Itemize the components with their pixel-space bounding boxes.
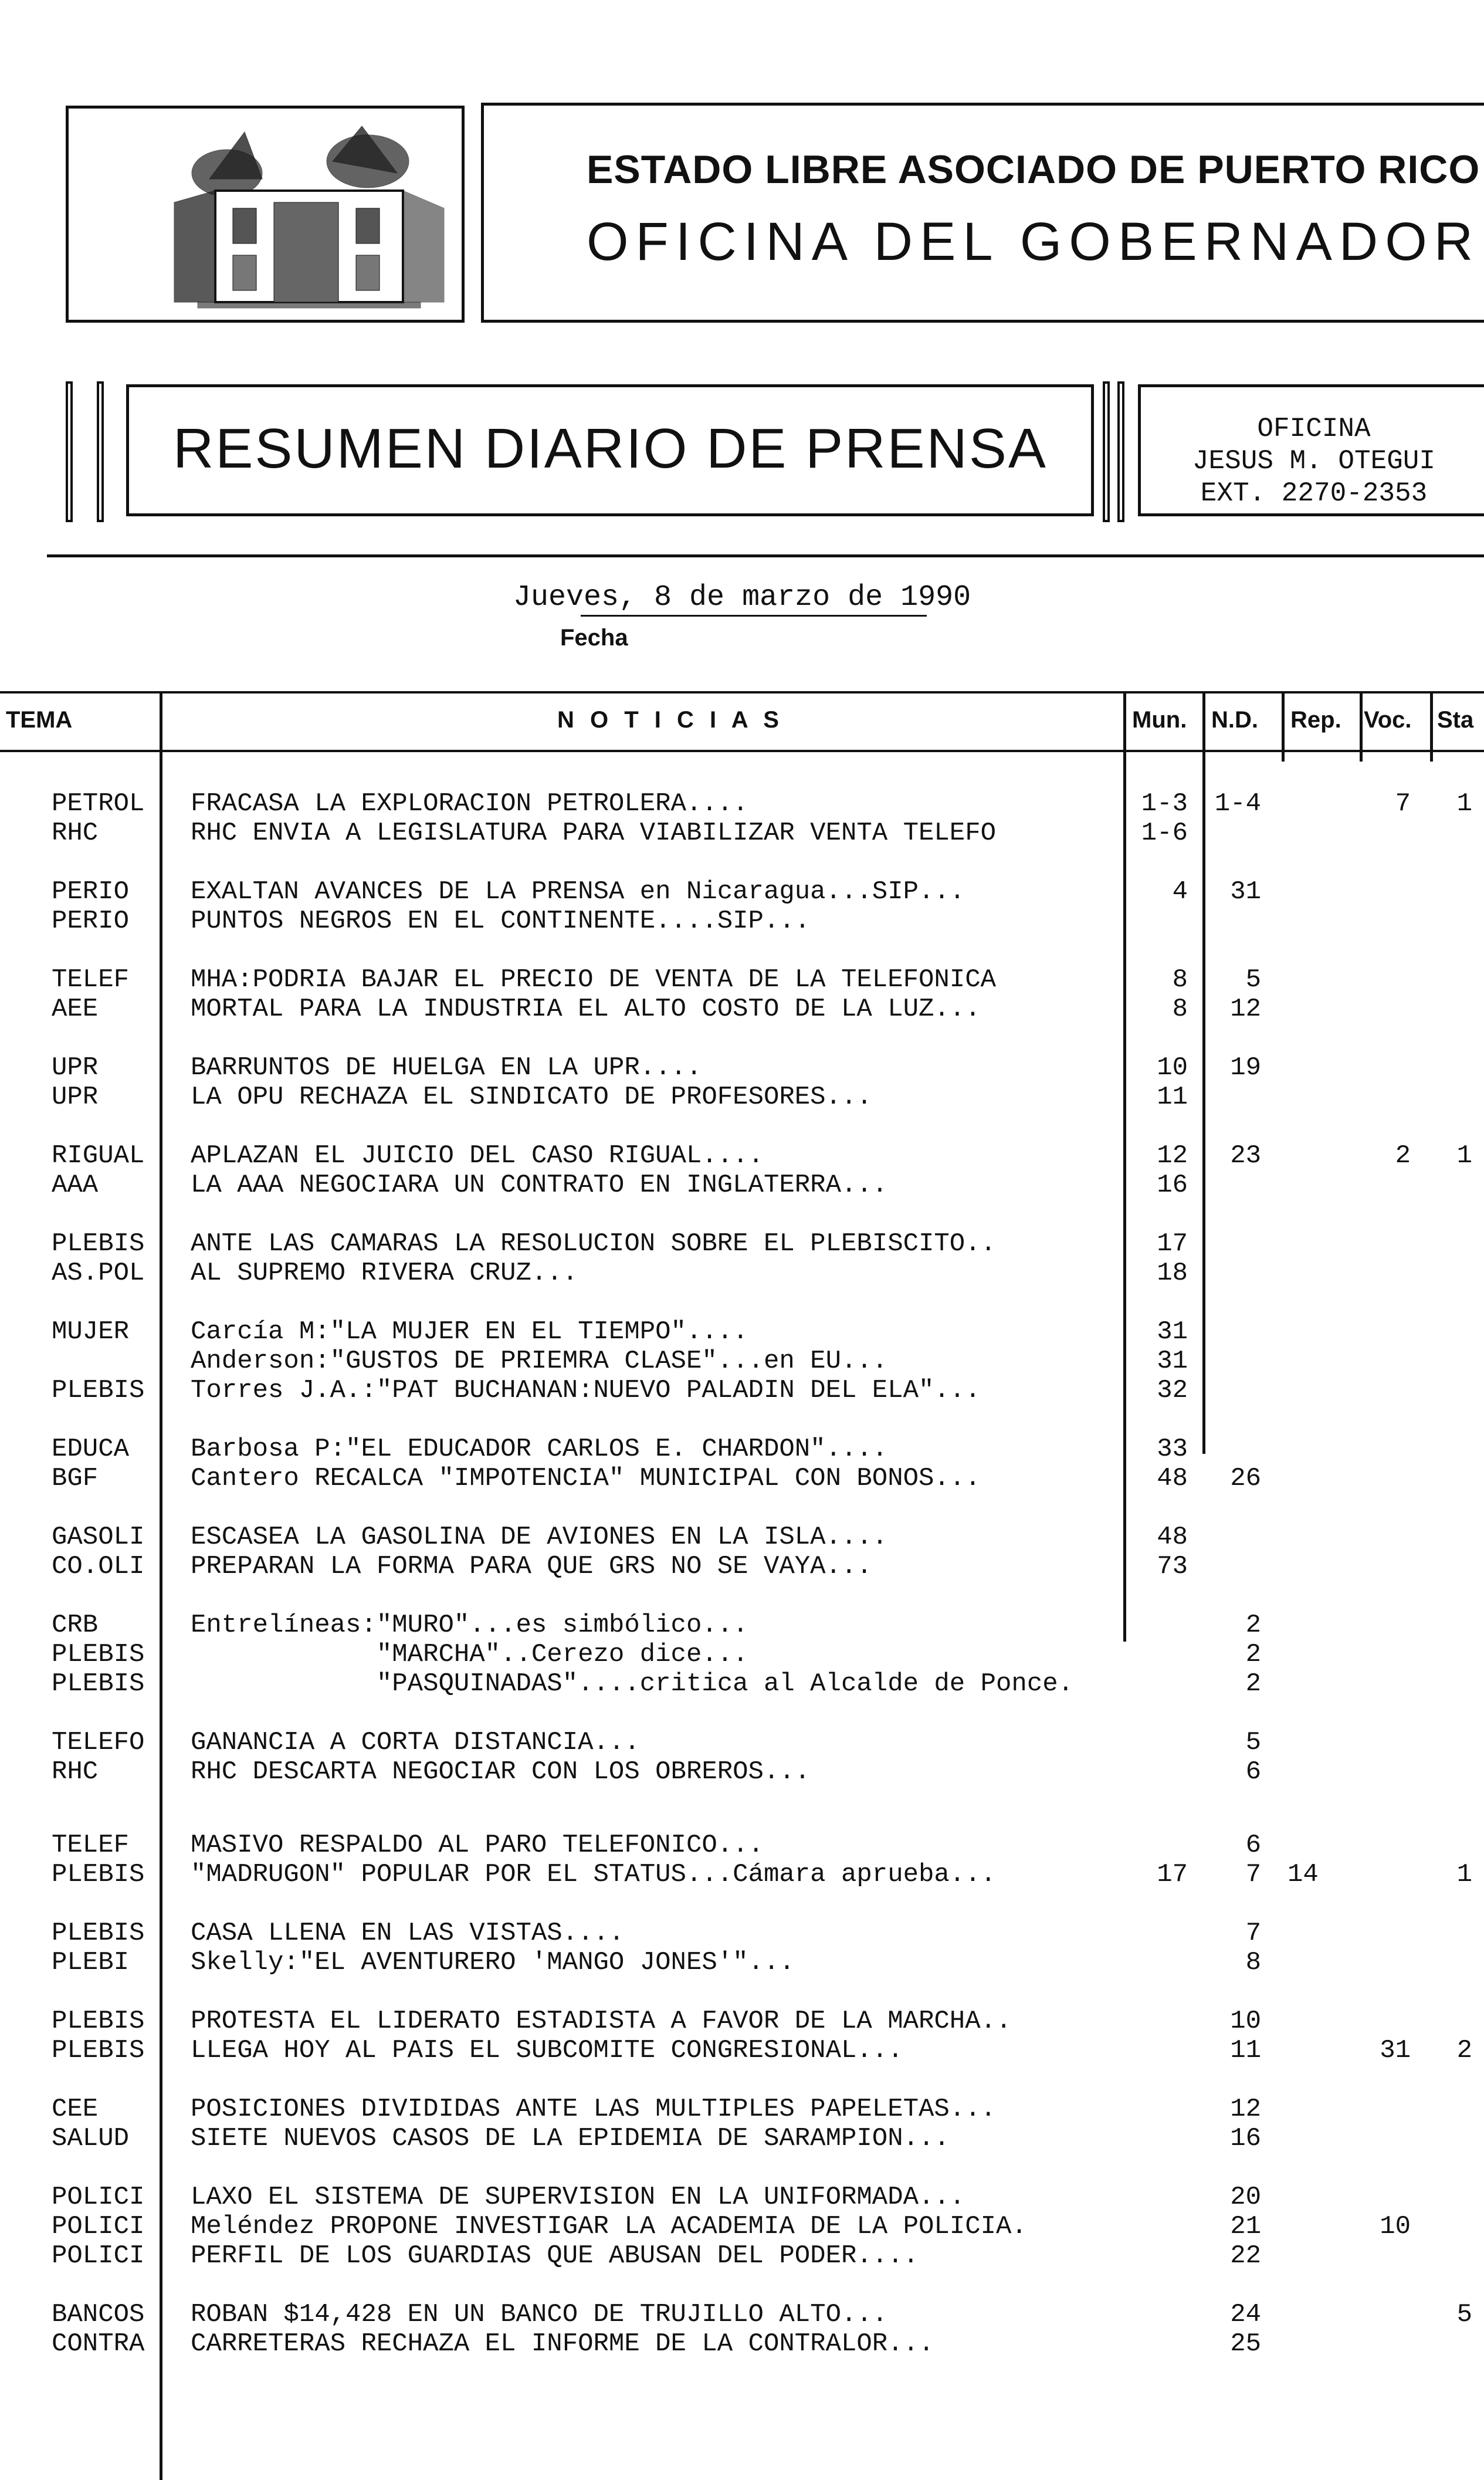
cell-tema: CRB — [52, 1611, 99, 1640]
cell-star: 1 — [1456, 789, 1472, 818]
cell-mun: 4 — [1172, 877, 1188, 906]
cell-mun: 11 — [1157, 1082, 1188, 1112]
cell-noticia: POSICIONES DIVIDIDAS ANTE LAS MULTIPLES PAPELETAS... — [191, 2095, 997, 2124]
cell-mun: 18 — [1157, 1258, 1188, 1288]
cell-nd: 11 — [1230, 2036, 1261, 2065]
cell-nd: 22 — [1230, 2241, 1261, 2271]
banner-bar-left-2 — [97, 381, 104, 522]
cell-tema: PLEBIS — [52, 1669, 145, 1699]
cell-nd: 26 — [1230, 1464, 1261, 1493]
date-label: Fecha — [560, 625, 628, 651]
banner-bar-right-1 — [1103, 381, 1110, 522]
cell-noticia: LA OPU RECHAZA EL SINDICATO DE PROFESORES... — [191, 1082, 872, 1112]
cell-mun: 8 — [1172, 994, 1188, 1024]
cell-noticia: ROBAN $14,428 EN UN BANCO DE TRUJILLO ALTO... — [191, 2300, 888, 2329]
cell-noticia: Cantero RECALCA "IMPOTENCIA" MUNICIPAL CON BONOS... — [191, 1464, 981, 1493]
cell-nd: 12 — [1230, 2095, 1261, 2124]
cell-mun: 10 — [1157, 1053, 1188, 1082]
cell-tema: PLEBIS — [52, 1229, 145, 1258]
cell-noticia: PREPARAN LA FORMA PARA QUE GRS NO SE VAYA... — [191, 1552, 872, 1581]
cell-tema: RIGUAL — [52, 1141, 145, 1170]
cell-nd: 12 — [1230, 994, 1261, 1024]
cell-noticia: PERFIL DE LOS GUARDIAS QUE ABUSAN DEL PODER.... — [191, 2241, 919, 2271]
cell-star: 1 — [1456, 1860, 1472, 1889]
banner-bar-left-1 — [66, 381, 73, 522]
cell-tema: POLICI — [52, 2183, 145, 2212]
cell-tema: RHC — [52, 1757, 99, 1787]
cell-tema: MUJER — [52, 1317, 130, 1346]
cell-noticia: FRACASA LA EXPLORACION PETROLERA.... — [191, 789, 748, 818]
cell-noticia: Barbosa P:"EL EDUCADOR CARLOS E. CHARDON".... — [191, 1434, 888, 1464]
cell-noticia: APLAZAN EL JUICIO DEL CASO RIGUAL.... — [191, 1141, 764, 1170]
cell-mun: 31 — [1157, 1346, 1188, 1376]
cell-nd: 20 — [1230, 2183, 1261, 2212]
banner-bar-right-2 — [1117, 381, 1124, 522]
cell-mun: 32 — [1157, 1376, 1188, 1405]
date-text: Jueves, 8 de marzo de 1990 — [513, 581, 971, 614]
office-line-3: EXT. 2270-2353 — [1200, 478, 1428, 509]
office-line-1: OFICINA — [1257, 414, 1371, 444]
cell-noticia: Entrelíneas:"MURO"...es simbólico... — [191, 1611, 748, 1640]
cell-nd: 1-4 — [1214, 789, 1261, 818]
cell-noticia: LAXO EL SISTEMA DE SUPERVISION EN LA UNIFORMADA... — [191, 2183, 965, 2212]
cell-noticia: SIETE NUEVOS CASOS DE LA EPIDEMIA DE SARAMPION... — [191, 2124, 950, 2153]
cell-tema: CEE — [52, 2095, 99, 2124]
cell-mun: 48 — [1157, 1522, 1188, 1552]
cell-noticia: GANANCIA A CORTA DISTANCIA... — [191, 1728, 640, 1757]
cell-tema: RHC — [52, 818, 99, 848]
cell-tema: EDUCA — [52, 1434, 130, 1464]
cell-mun: 1-6 — [1141, 818, 1188, 848]
cell-nd: 10 — [1230, 2007, 1261, 2036]
cell-tema: PLEBIS — [52, 1860, 145, 1889]
cell-mun: 12 — [1157, 1141, 1188, 1170]
cell-star: 2 — [1456, 2036, 1472, 2065]
cell-noticia: "PASQUINADAS"....critica al Alcalde de Ponce. — [191, 1669, 1074, 1699]
cell-voc: 2 — [1395, 1141, 1411, 1170]
cell-tema: PLEBIS — [52, 2036, 145, 2065]
cell-tema: CO.OLI — [52, 1552, 145, 1581]
cell-nd: 25 — [1230, 2329, 1261, 2359]
cell-star: 1 — [1456, 1141, 1472, 1170]
cell-noticia: PUNTOS NEGROS EN EL CONTINENTE....SIP... — [191, 906, 811, 936]
cell-nd: 7 — [1245, 1860, 1261, 1889]
cell-nd: 6 — [1245, 1757, 1261, 1787]
cell-star: 5 — [1456, 2300, 1472, 2329]
cell-tema: UPR — [52, 1053, 99, 1082]
cell-nd: 6 — [1245, 1831, 1261, 1860]
table-rule-top — [0, 691, 1484, 693]
cell-nd: 5 — [1245, 1728, 1261, 1757]
col-line-rep — [1360, 691, 1363, 762]
cell-noticia: LA AAA NEGOCIARA UN CONTRATO EN INGLATERRA... — [191, 1170, 888, 1200]
col-header-nd: N.D. — [1211, 707, 1258, 733]
cell-mun: 1-3 — [1141, 789, 1188, 818]
cell-tema: TELEF — [52, 1831, 130, 1860]
cell-tema: UPR — [52, 1082, 99, 1112]
cell-noticia: "MADRUGON" POPULAR POR EL STATUS...Cámara aprueba... — [191, 1860, 997, 1889]
cell-mun: 73 — [1157, 1552, 1188, 1581]
cell-mun: 17 — [1157, 1860, 1188, 1889]
cell-tema: PLEBIS — [52, 1919, 145, 1948]
cell-tema: TELEFO — [52, 1728, 145, 1757]
building-logo — [69, 109, 462, 320]
agency-line-2: OFICINA DEL GOBERNADOR — [587, 212, 1480, 272]
cell-noticia: PROTESTA EL LIDERATO ESTADISTA A FAVOR DE LA MARCHA.. — [191, 2007, 1012, 2036]
cell-noticia: MHA:PODRIA BAJAR EL PRECIO DE VENTA DE LA TELEFONICA — [191, 965, 997, 994]
cell-noticia: EXALTAN AVANCES DE LA PRENSA en Nicaragua...SIP... — [191, 877, 965, 906]
date-underline — [581, 615, 927, 617]
cell-mun: 31 — [1157, 1317, 1188, 1346]
cell-mun: 8 — [1172, 965, 1188, 994]
cell-mun: 16 — [1157, 1170, 1188, 1200]
cell-noticia: CASA LLENA EN LAS VISTAS.... — [191, 1919, 625, 1948]
col-line-nd — [1282, 691, 1285, 762]
cell-noticia: CARRETERAS RECHAZA EL INFORME DE LA CONTRALOR... — [191, 2329, 934, 2359]
agency-line-1: ESTADO LIBRE ASOCIADO DE PUERTO RICO — [587, 147, 1480, 192]
cell-nd: 8 — [1245, 1948, 1261, 1977]
cell-tema: AS.POL — [52, 1258, 145, 1288]
cell-tema: AAA — [52, 1170, 99, 1200]
cell-noticia: Anderson:"GUSTOS DE PRIEMRA CLASE"...en EU... — [191, 1346, 888, 1376]
office-box — [1138, 384, 1484, 516]
cell-nd: 2 — [1245, 1669, 1261, 1699]
col-header-voc: Voc. — [1364, 707, 1412, 733]
cell-noticia: ANTE LAS CAMARAS LA RESOLUCION SOBRE EL PLEBISCITO.. — [191, 1229, 997, 1258]
cell-voc: 31 — [1380, 2036, 1411, 2065]
cell-nd: 21 — [1230, 2212, 1261, 2241]
cell-tema: PETROL — [52, 789, 145, 818]
cell-nd: 23 — [1230, 1141, 1261, 1170]
cell-noticia: Carcía M:"LA MUJER EN EL TIEMPO".... — [191, 1317, 748, 1346]
cell-noticia: AL SUPREMO RIVERA CRUZ... — [191, 1258, 578, 1288]
cell-tema: CONTRA — [52, 2329, 145, 2359]
cell-nd: 19 — [1230, 1053, 1261, 1082]
table-rule-header — [0, 750, 1484, 752]
logo-box — [66, 106, 465, 323]
cell-tema: TELEF — [52, 965, 130, 994]
cell-tema: PERIO — [52, 906, 130, 936]
cell-noticia: LLEGA HOY AL PAIS EL SUBCOMITE CONGRESIONAL... — [191, 2036, 903, 2065]
cell-tema: PLEBIS — [52, 1640, 145, 1669]
header-divider — [47, 554, 1484, 557]
cell-tema: POLICI — [52, 2241, 145, 2271]
cell-nd: 7 — [1245, 1919, 1261, 1948]
cell-noticia: ESCASEA LA GASOLINA DE AVIONES EN LA ISLA.... — [191, 1522, 888, 1552]
cell-mun: 17 — [1157, 1229, 1188, 1258]
cell-nd: 2 — [1245, 1640, 1261, 1669]
col-header-mun: Mun. — [1132, 707, 1187, 733]
cell-voc: 7 — [1395, 789, 1411, 818]
cell-noticia: BARRUNTOS DE HUELGA EN LA UPR.... — [191, 1053, 702, 1082]
cell-tema: BANCOS — [52, 2300, 145, 2329]
cell-nd: 5 — [1245, 965, 1261, 994]
cell-tema: POLICI — [52, 2212, 145, 2241]
col-line-mun — [1202, 691, 1205, 1454]
cell-nd: 2 — [1245, 1611, 1261, 1640]
cell-noticia: MASIVO RESPALDO AL PARO TELEFONICO... — [191, 1831, 764, 1860]
cell-tema: GASOLI — [52, 1522, 145, 1552]
cell-tema: PLEBI — [52, 1948, 130, 1977]
cell-noticia: "MARCHA"..Cerezo dice... — [191, 1640, 748, 1669]
cell-noticia: Torres J.A.:"PAT BUCHANAN:NUEVO PALADIN DEL ELA"... — [191, 1376, 981, 1405]
cell-tema: PERIO — [52, 877, 130, 906]
cell-tema: PLEBIS — [52, 1376, 145, 1405]
col-header-rep: Rep. — [1290, 707, 1341, 733]
cell-noticia: RHC DESCARTA NEGOCIAR CON LOS OBREROS... — [191, 1757, 811, 1787]
office-line-2: JESUS M. OTEGUI — [1192, 446, 1436, 476]
cell-tema: BGF — [52, 1464, 99, 1493]
cell-noticia: MORTAL PARA LA INDUSTRIA EL ALTO COSTO DE LA LUZ... — [191, 994, 981, 1024]
col-line-voc — [1430, 691, 1433, 762]
cell-tema: PLEBIS — [52, 2007, 145, 2036]
col-header-tema: TEMA — [6, 707, 73, 733]
cell-tema: SALUD — [52, 2124, 130, 2153]
col-header-noticias: N O T I C I A S — [557, 707, 784, 733]
cell-noticia: Skelly:"EL AVENTURERO 'MANGO JONES'"... — [191, 1948, 795, 1977]
cell-nd: 31 — [1230, 877, 1261, 906]
cell-mun: 33 — [1157, 1434, 1188, 1464]
cell-noticia: RHC ENVIA A LEGISLATURA PARA VIABILIZAR VENTA TELEFO — [191, 818, 997, 848]
cell-nd: 16 — [1230, 2124, 1261, 2153]
cell-noticia: Meléndez PROPONE INVESTIGAR LA ACADEMIA DE LA POLICIA. — [191, 2212, 1027, 2241]
cell-tema: AEE — [52, 994, 99, 1024]
cell-nd: 24 — [1230, 2300, 1261, 2329]
cell-rep: 14 — [1288, 1860, 1319, 1889]
col-header-star: Sta — [1437, 707, 1474, 733]
resumen-title: RESUMEN DIARIO DE PRENSA — [173, 417, 1048, 480]
cell-mun: 48 — [1157, 1464, 1188, 1493]
cell-voc: 10 — [1380, 2212, 1411, 2241]
